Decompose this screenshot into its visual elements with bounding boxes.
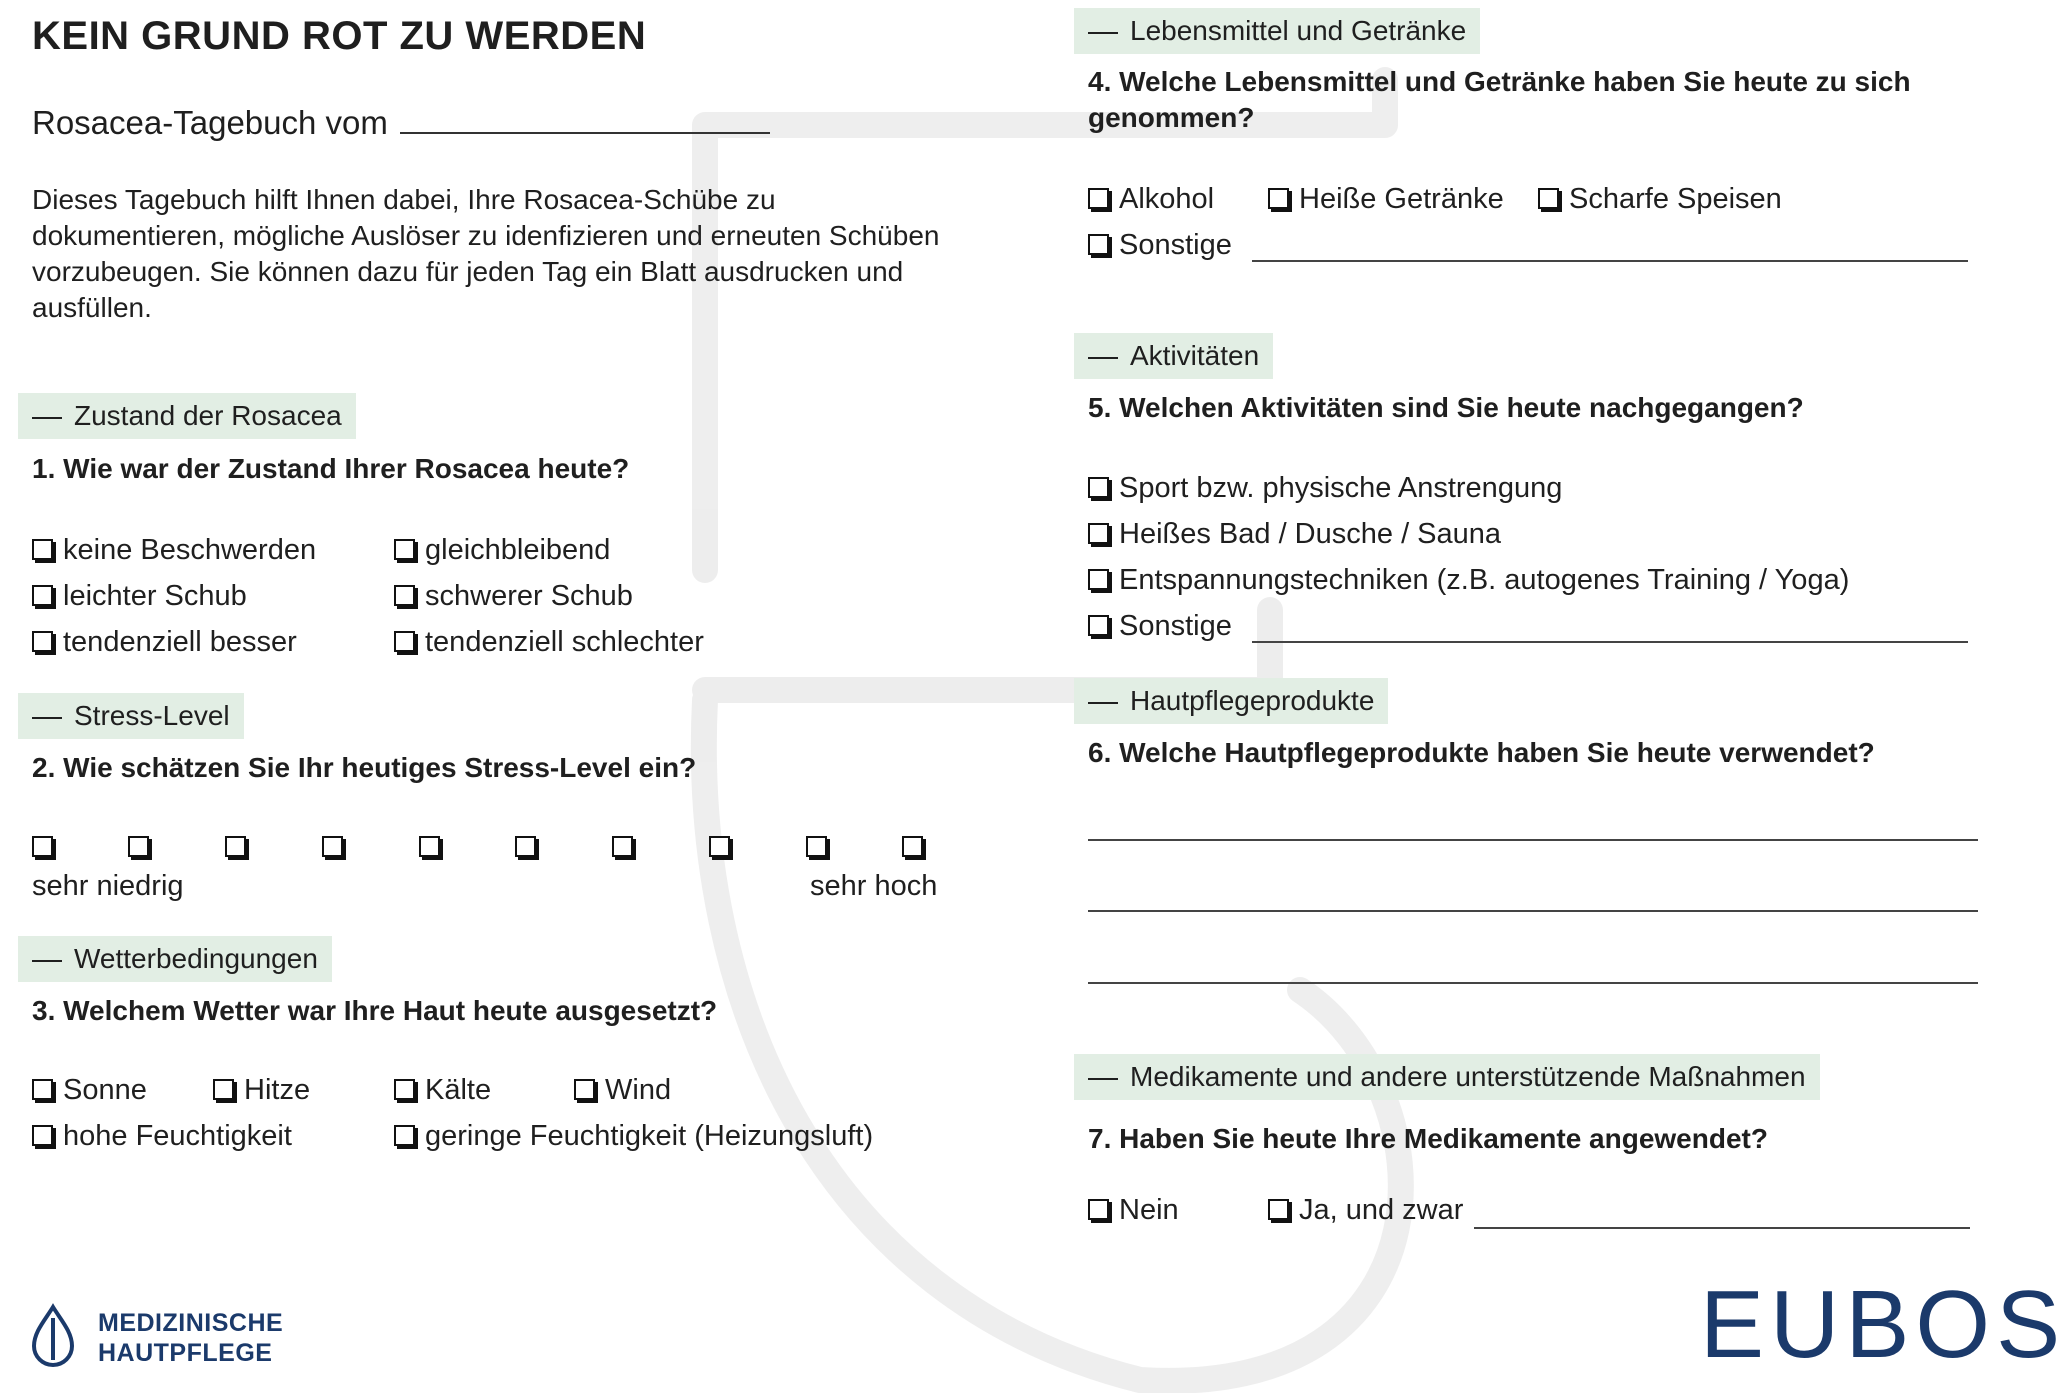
question-3: 3. Welchem Wetter war Ihre Haut heute ausgesetzt?	[32, 995, 718, 1026]
option-label: Wind	[605, 1074, 672, 1106]
checkbox-icon[interactable]	[1268, 1199, 1289, 1220]
checkbox-icon[interactable]	[394, 539, 415, 560]
option-alkohol[interactable]	[1088, 183, 1214, 216]
question-7: 7. Haben Sie heute Ihre Medikamente angewendet?	[1088, 1123, 1768, 1154]
option-label: Kälte	[425, 1074, 492, 1106]
diary-date-row	[32, 104, 770, 142]
stress-checkbox-1[interactable]	[32, 836, 53, 857]
section-label: Wetterbedingungen	[74, 943, 318, 974]
checkbox-icon[interactable]	[394, 631, 415, 652]
option-sonstige-aktivitaeten[interactable]	[1088, 610, 1232, 643]
option-wind[interactable]	[574, 1074, 671, 1107]
option-geringe-feuchtigkeit[interactable]	[394, 1120, 873, 1153]
option-sport[interactable]	[1088, 472, 1562, 505]
checkbox-icon[interactable]	[1088, 1199, 1109, 1220]
section-label: Stress-Level	[74, 700, 230, 731]
question-5: 5. Welchen Aktivitäten sind Sie heute nachgegangen?	[1088, 392, 1804, 423]
option-scharfe-speisen[interactable]	[1538, 183, 1782, 216]
stress-checkbox-2[interactable]	[128, 836, 149, 857]
option-leichter-schub[interactable]	[32, 580, 247, 613]
checkbox-icon[interactable]	[1268, 188, 1289, 209]
option-schwerer-schub[interactable]	[394, 580, 633, 613]
question-1: 1. Wie war der Zustand Ihrer Rosacea heute?	[32, 453, 630, 484]
option-label: Heiße Getränke	[1299, 183, 1504, 215]
option-label: Sonne	[63, 1074, 147, 1106]
option-label: Ja, und zwar	[1299, 1194, 1464, 1226]
section-label: Aktivitäten	[1130, 340, 1260, 371]
option-keine-beschwerden[interactable]	[32, 534, 316, 567]
option-tendenziell-schlechter[interactable]	[394, 626, 704, 659]
logo-text	[98, 1308, 283, 1368]
stress-checkbox-9[interactable]	[806, 836, 827, 857]
checkbox-icon[interactable]	[394, 1079, 415, 1100]
dash-icon	[1088, 32, 1118, 34]
section-header-medikamente	[1074, 1054, 1820, 1100]
option-label: Scharfe Speisen	[1569, 183, 1782, 215]
option-label: Heißes Bad / Dusche / Sauna	[1119, 518, 1502, 550]
option-label: Sport bzw. physische Anstrengung	[1119, 472, 1563, 504]
dash-icon	[32, 417, 62, 419]
dash-icon	[1088, 702, 1118, 704]
logo-line-2: HAUTPFLEGE	[98, 1339, 273, 1367]
checkbox-icon[interactable]	[394, 1125, 415, 1146]
medikamente-field[interactable]	[1474, 1227, 1970, 1229]
option-label: leichter Schub	[63, 580, 247, 612]
sonstige-lebensmittel-field[interactable]	[1252, 260, 1968, 262]
option-label: schwerer Schub	[425, 580, 633, 612]
option-nein[interactable]	[1088, 1194, 1179, 1227]
checkbox-icon[interactable]	[574, 1079, 595, 1100]
option-label: gleichbleibend	[425, 534, 611, 566]
option-label: hohe Feuchtigkeit	[63, 1120, 292, 1152]
option-hitze[interactable]	[213, 1074, 310, 1107]
hautpflege-line-1[interactable]	[1088, 839, 1978, 841]
hautpflege-line-2[interactable]	[1088, 910, 1978, 912]
stress-checkbox-10[interactable]	[902, 836, 923, 857]
checkbox-icon[interactable]	[32, 631, 53, 652]
question-4: 4. Welche Lebensmittel und Getränke haben Sie heute zu sich genommen?	[1088, 66, 1911, 133]
checkbox-icon[interactable]	[394, 585, 415, 606]
section-header-zustand	[18, 393, 356, 439]
option-label: keine Beschwerden	[63, 534, 317, 566]
checkbox-icon[interactable]	[32, 1125, 53, 1146]
intro-text: Dieses Tagebuch hilft Ihnen dabei, Ihre Rosacea-Schübe zu dokumentieren, mögliche Auslöser zu idenfizieren und erneuten Schüben vorzubeugen. Sie können dazu für jeden Tag ein Blatt ausdrucken und ausfüllen.	[32, 184, 940, 323]
section-header-lebensmittel	[1074, 8, 1480, 54]
section-header-aktivitaeten	[1074, 333, 1273, 379]
stress-high-label: sehr hoch	[810, 870, 938, 902]
stress-checkbox-7[interactable]	[612, 836, 633, 857]
option-label: Sonstige	[1119, 229, 1232, 261]
checkbox-icon[interactable]	[1088, 234, 1109, 255]
option-ja[interactable]	[1268, 1194, 1463, 1227]
option-sonne[interactable]	[32, 1074, 147, 1107]
option-label: Hitze	[244, 1074, 311, 1106]
checkbox-icon[interactable]	[32, 585, 53, 606]
stress-low-label: sehr niedrig	[32, 870, 184, 902]
question-6: 6. Welche Hautpflegeprodukte haben Sie heute verwendet?	[1088, 737, 1875, 768]
date-field[interactable]	[400, 104, 770, 134]
option-sonstige-lebensmittel[interactable]	[1088, 229, 1232, 262]
option-label: geringe Feuchtigkeit (Heizungsluft)	[425, 1120, 874, 1152]
drop-icon	[30, 1304, 76, 1368]
option-label: Nein	[1119, 1194, 1179, 1226]
option-gleichbleibend[interactable]	[394, 534, 610, 567]
option-label: Entspannungstechniken (z.B. autogenes Training / Yoga)	[1119, 564, 1850, 596]
checkbox-icon[interactable]	[1088, 188, 1109, 209]
logo-line-1: MEDIZINISCHE	[98, 1309, 284, 1337]
hautpflege-line-3[interactable]	[1088, 982, 1978, 984]
section-label: Hautpflegeprodukte	[1130, 685, 1375, 716]
sonstige-aktivitaeten-field[interactable]	[1252, 641, 1968, 643]
option-heisse-getraenke[interactable]	[1268, 183, 1504, 216]
dash-icon	[1088, 1078, 1118, 1080]
checkbox-icon[interactable]	[1088, 477, 1109, 498]
checkbox-icon[interactable]	[1088, 615, 1109, 636]
stress-checkbox-6[interactable]	[515, 836, 536, 857]
checkbox-icon[interactable]	[32, 1079, 53, 1100]
option-label: tendenziell besser	[63, 626, 297, 658]
section-header-hautpflege	[1074, 678, 1388, 724]
section-header-wetter	[18, 936, 332, 982]
checkbox-icon[interactable]	[1538, 188, 1559, 209]
dash-icon	[32, 717, 62, 719]
diary-subtitle: Rosacea-Tagebuch vom	[32, 104, 388, 141]
option-kaelte[interactable]	[394, 1074, 491, 1107]
option-label: tendenziell schlechter	[425, 626, 704, 658]
section-label: Zustand der Rosacea	[74, 400, 342, 431]
option-label: Sonstige	[1119, 610, 1232, 642]
dash-icon	[1088, 357, 1118, 359]
stress-checkbox-8[interactable]	[709, 836, 730, 857]
option-tendenziell-besser[interactable]	[32, 626, 297, 659]
checkbox-icon[interactable]	[1088, 569, 1109, 590]
checkbox-icon[interactable]	[1088, 523, 1109, 544]
question-2: 2. Wie schätzen Sie Ihr heutiges Stress-Level ein?	[32, 752, 697, 783]
option-hohe-feuchtigkeit[interactable]	[32, 1120, 292, 1153]
section-header-stress	[18, 693, 244, 739]
section-label: Medikamente und andere unterstützende Maßnahmen	[1130, 1061, 1806, 1092]
checkbox-icon[interactable]	[32, 539, 53, 560]
checkbox-icon[interactable]	[213, 1079, 234, 1100]
brand-logo: EUBOS	[1700, 1271, 2066, 1378]
option-entspannung[interactable]	[1088, 564, 1849, 597]
page-title: KEIN GRUND ROT ZU WERDEN	[32, 14, 647, 58]
stress-checkbox-3[interactable]	[225, 836, 246, 857]
option-label: Alkohol	[1119, 183, 1215, 215]
option-heisses-bad[interactable]	[1088, 518, 1501, 551]
dash-icon	[32, 960, 62, 962]
stress-checkbox-4[interactable]	[322, 836, 343, 857]
stress-checkbox-5[interactable]	[419, 836, 440, 857]
section-label: Lebensmittel und Getränke	[1130, 15, 1467, 46]
